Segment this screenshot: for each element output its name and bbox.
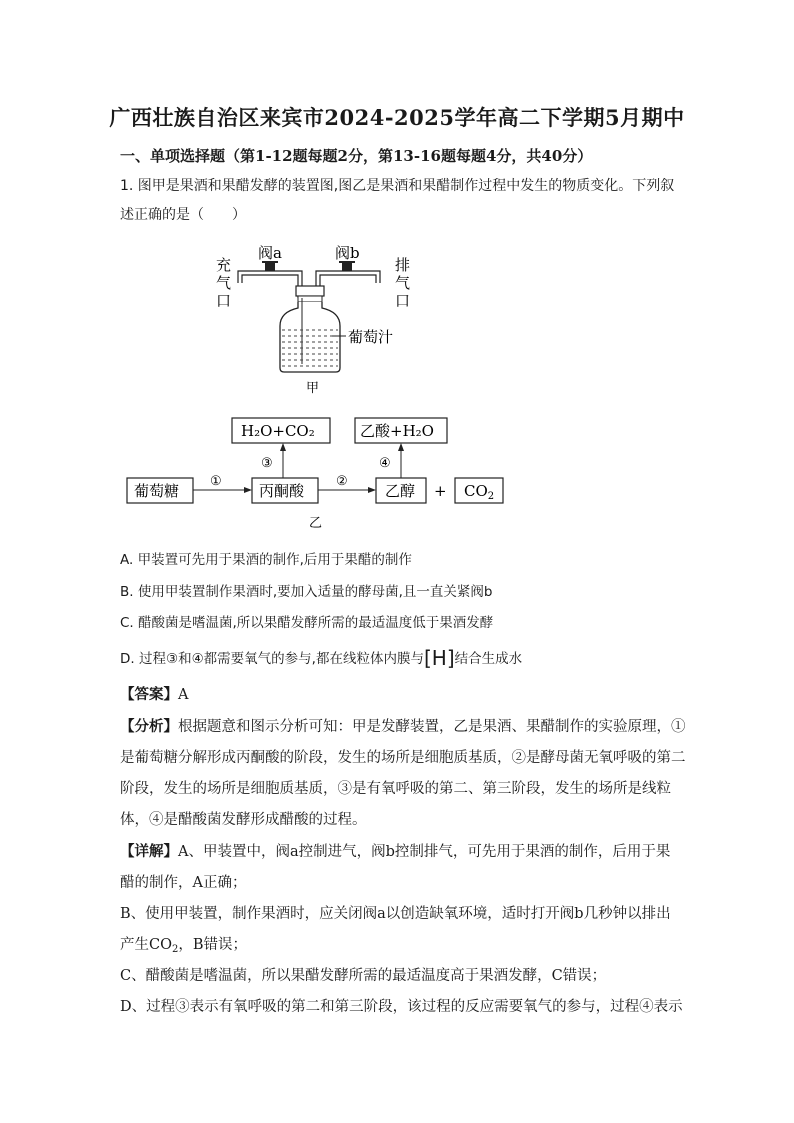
detail-line-b2: 产生$CO_2$，B错误； xyxy=(120,937,248,955)
outlet-char-3: 口 xyxy=(395,292,411,310)
figure-yi-flowchart xyxy=(120,415,520,535)
detail-line-c1: C、醋酸菌是嗜温菌，所以果醋发酵所需的最适温度高于果酒发酵，C错误； xyxy=(120,968,607,984)
option-b: B. 使用甲装置制作果酒时,要加入适量的酵母菌,且一直关紧阀b xyxy=(120,584,493,600)
question-stem-line1: 1. 图甲是果酒和果醋发酵的装置图,图乙是果酒和果醋制作过程中发生的物质变化。下列叙 xyxy=(120,178,675,194)
option-d-h-bracket: [H] xyxy=(423,646,455,670)
inlet-char-2: 气 xyxy=(216,274,232,292)
answer-value: A xyxy=(178,687,189,703)
detail-line-d1: D、过程③表示有氧呼吸的第二和第三阶段，该过程的反应需要氧气的参与，过程④表示 xyxy=(120,999,683,1015)
analysis-line4: 体，④是醋酸菌发酵形成醋酸的过程。 xyxy=(120,812,367,828)
outlet-tube xyxy=(316,271,380,298)
detail-label: 【详解】 xyxy=(120,843,178,860)
section-heading: 一、单项选择题（第1-12题每题2分，第13-16题每题4分，共40分） xyxy=(120,147,593,165)
step-4-label: ④ xyxy=(379,456,391,471)
figure-jia-apparatus xyxy=(210,238,430,398)
figure-jia-caption: 甲 xyxy=(306,381,320,396)
page-title: 广西壮族自治区来宾市2024-2025学年高二下学期5月期中 xyxy=(109,105,685,130)
analysis-line3: 阶段，发生的场所是细胞质基质，③是有氧呼吸的第二、第三阶段，发生的场所是线粒 xyxy=(120,781,671,797)
inlet-char-1: 充 xyxy=(216,256,232,274)
box-pyruvate-label: 丙酮酸 xyxy=(259,482,305,500)
bottle xyxy=(280,302,340,372)
valve-b-label: 阀b xyxy=(335,244,360,262)
valve-a-icon xyxy=(265,262,275,271)
answer-line xyxy=(120,685,188,705)
step-1-label: ① xyxy=(210,474,222,489)
answer-label: 【答案】 xyxy=(120,686,178,703)
analysis-line1: 【分析】根据题意和图示分析可知：甲是发酵装置，乙是果酒、果醋制作的实验原理，① xyxy=(120,718,686,735)
juice-label: 葡萄汁 xyxy=(348,328,394,346)
question-stem-line2: 述正确的是（ ） xyxy=(120,207,246,223)
valve-a-label: 阀a xyxy=(258,244,282,262)
box-glucose-label: 葡萄糖 xyxy=(134,482,180,500)
box-ethanol-label: 乙醇 xyxy=(385,482,416,500)
analysis-label: 【分析】 xyxy=(120,718,178,735)
step-2-label: ② xyxy=(336,474,348,489)
option-c: C. 醋酸菌是嗜温菌,所以果醋发酵所需的最适温度低于果酒发酵 xyxy=(120,615,494,631)
detail-line-b1: B、使用甲装置，制作果酒时，应关闭阀a以创造缺氧环境，适时打开阀b几秒钟以排出 xyxy=(120,906,671,922)
option-d xyxy=(120,648,522,669)
analysis-line2: 是葡萄糖分解形成丙酮酸的阶段，发生的场所是细胞质基质，②是酵母菌无氧呼吸的第二 xyxy=(120,750,686,766)
inlet-tube xyxy=(238,271,302,298)
step-3-label: ③ xyxy=(261,456,273,471)
option-d-text-pre: D. 过程③和④都需要氧气的参与,都在线粒体内膜与 xyxy=(120,651,424,667)
valve-b-icon xyxy=(342,262,352,271)
inlet-char-3: 口 xyxy=(216,292,232,310)
option-d-text-post: 结合生成水 xyxy=(454,651,523,667)
figure-yi-caption: 乙 xyxy=(309,516,323,531)
box-acetic-label: 乙酸+H₂O xyxy=(360,422,434,440)
detail-line-a1: 【详解】A、甲装置中，阀a控制进气，阀b控制排气，可先用于果酒的制作，后用于果 xyxy=(120,843,671,860)
box-co2-label: $CO_2$ xyxy=(464,482,495,502)
detail-line-a2: 醋的制作，A正确； xyxy=(120,875,247,891)
outlet-char-2: 气 xyxy=(395,274,411,292)
stopper xyxy=(296,286,324,296)
box-h2o-co2-label: H₂O+CO₂ xyxy=(241,422,315,440)
outlet-char-1: 排 xyxy=(395,256,411,274)
plus-sign: + xyxy=(434,482,447,500)
option-a: A. 甲装置可先用于果酒的制作,后用于果醋的制作 xyxy=(120,552,412,568)
